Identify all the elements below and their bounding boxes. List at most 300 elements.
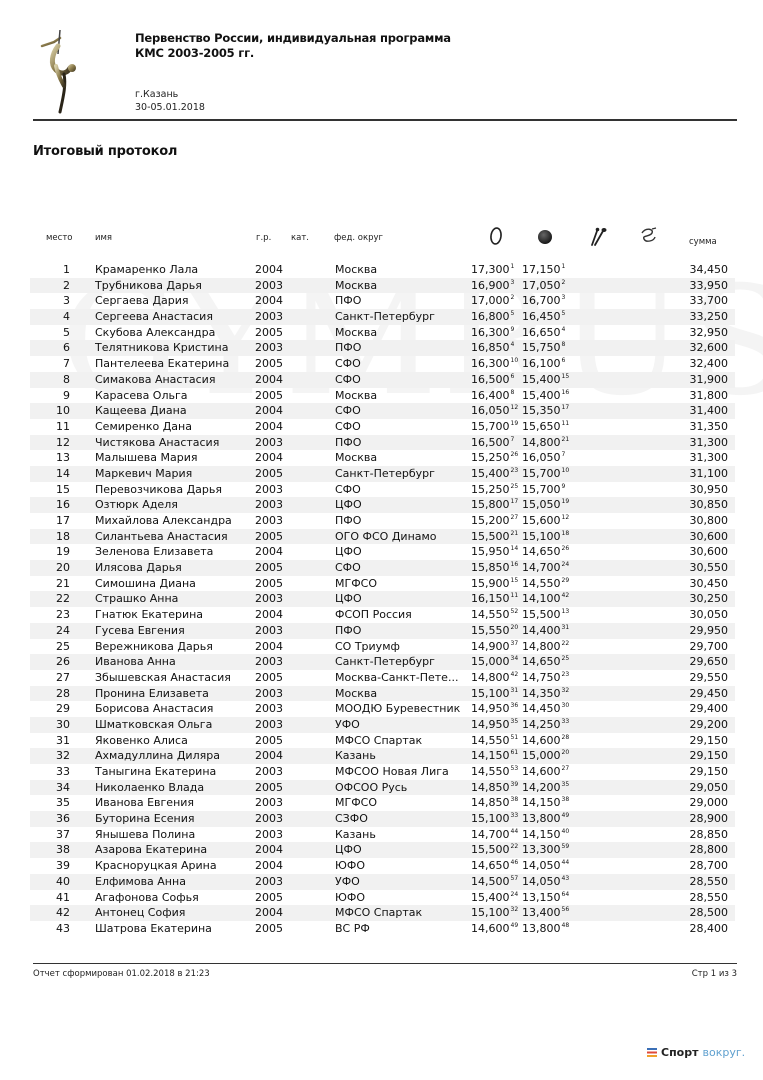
total-score-value: 30,600 (689, 529, 728, 543)
region (335, 733, 465, 749)
birth-year-value: 2005 (255, 890, 283, 904)
place (30, 497, 70, 513)
apparatus-rank: 12 (561, 514, 570, 521)
score-hoop-value: 14,550 (471, 733, 510, 747)
page-indicator: Стр 1 из 3 (691, 969, 737, 979)
region (335, 482, 465, 498)
birth-year-value: 2003 (255, 310, 283, 324)
score-hoop (471, 701, 518, 717)
place-value: 31 (56, 733, 70, 747)
region-value: Москва (335, 451, 378, 465)
region (335, 686, 465, 702)
athlete-name (95, 309, 213, 325)
region (335, 748, 465, 764)
athlete-name (95, 795, 194, 811)
athlete-name (95, 560, 182, 576)
score-ball (522, 544, 569, 560)
athlete-name (95, 905, 185, 921)
score-hoop (471, 733, 518, 749)
score-ball-value: 14,650 (522, 545, 561, 559)
gymnast-logo-icon (34, 28, 90, 114)
athlete-name-value: Семиренко Дана (95, 419, 192, 433)
total-score (690, 607, 729, 623)
athlete-name (95, 890, 199, 906)
apparatus-rank: 43 (561, 874, 570, 882)
total-score (690, 764, 729, 780)
total-score (690, 325, 729, 341)
apparatus-rank: 1 (561, 263, 566, 270)
score-ball (522, 591, 569, 607)
score-hoop-value: 16,300 (471, 357, 510, 371)
region-value: ЦФО (335, 843, 362, 857)
score-ball (522, 513, 569, 529)
region (335, 701, 465, 717)
score-hoop (471, 639, 518, 655)
score-hoop (471, 748, 518, 764)
athlete-name (95, 670, 231, 686)
region-value: ПФО (335, 294, 362, 308)
birth-year (255, 356, 283, 372)
apparatus-rank: 48 (561, 921, 570, 929)
place-value: 28 (56, 686, 70, 700)
score-hoop-value: 15,500 (471, 529, 510, 543)
athlete-name (95, 482, 222, 498)
region (335, 607, 465, 623)
score-ball (522, 576, 569, 592)
athlete-name (95, 717, 212, 733)
score-ball (522, 890, 569, 906)
score-hoop-value: 15,700 (471, 419, 510, 433)
athlete-name-value: Страшко Анна (95, 592, 179, 606)
score-ball (522, 466, 569, 482)
athlete-name (95, 544, 213, 560)
athlete-name (95, 497, 178, 513)
table-row (30, 890, 735, 906)
total-score-value: 31,400 (689, 404, 728, 418)
place (30, 388, 70, 404)
place (30, 780, 70, 796)
apparatus-rank: 52 (510, 608, 519, 616)
region-value: Москва (335, 388, 378, 402)
region (335, 388, 465, 404)
table-row (30, 639, 735, 655)
total-score-value: 29,650 (689, 655, 728, 669)
region-value: МГФСО (335, 796, 378, 810)
birth-year (255, 560, 283, 576)
region-value: МООДЮ Буревестник (335, 702, 461, 716)
score-ball (522, 921, 569, 937)
region-value: СФО (335, 357, 361, 371)
score-ball-value: 15,050 (522, 498, 561, 512)
score-ball-value: 15,700 (522, 482, 561, 496)
region (335, 513, 465, 529)
birth-year (255, 278, 283, 294)
total-score (690, 591, 729, 607)
region (335, 827, 465, 843)
score-hoop (471, 890, 518, 906)
score-ball (522, 748, 569, 764)
apparatus-rank: 40 (561, 827, 570, 835)
birth-year (255, 748, 283, 764)
region (335, 278, 465, 294)
table-row (30, 654, 735, 670)
score-ball-value: 14,550 (522, 576, 561, 590)
total-score (690, 733, 729, 749)
ball-icon (535, 225, 555, 247)
score-ball-value: 14,150 (522, 827, 561, 841)
score-hoop-value: 15,850 (471, 561, 510, 575)
apparatus-rank: 5 (510, 310, 515, 318)
total-score (690, 419, 729, 435)
score-hoop (471, 372, 514, 388)
apparatus-rank: 8 (561, 341, 566, 349)
place (30, 372, 70, 388)
total-score (690, 560, 729, 576)
score-hoop (471, 544, 518, 560)
athlete-name (95, 733, 188, 749)
score-ball (522, 529, 569, 545)
athlete-name (95, 529, 228, 545)
score-ball (522, 654, 569, 670)
place (30, 309, 70, 325)
place (30, 356, 70, 372)
score-ball (522, 733, 569, 749)
results-table (30, 262, 735, 937)
athlete-name (95, 607, 203, 623)
table-row (30, 340, 735, 356)
table-row (30, 576, 735, 592)
score-ball-value: 15,700 (522, 466, 561, 480)
apparatus-rank: 23 (510, 466, 519, 474)
athlete-name-value: Буторина Есения (95, 812, 195, 826)
score-hoop (471, 262, 514, 278)
apparatus-rank: 17 (561, 404, 570, 412)
total-score (690, 890, 729, 906)
place-value: 11 (56, 419, 70, 433)
table-row (30, 482, 735, 498)
score-hoop-value: 16,050 (471, 404, 510, 418)
table-row (30, 419, 735, 435)
athlete-name (95, 262, 198, 278)
birth-year-value: 2004 (255, 639, 283, 653)
athlete-name-value: Иванова Евгения (95, 796, 195, 810)
score-ball (522, 764, 569, 780)
total-score-value: 31,300 (689, 435, 728, 449)
total-score-value: 29,700 (689, 639, 728, 653)
region (335, 309, 465, 325)
birth-year-value: 2003 (255, 812, 283, 826)
place (30, 513, 70, 529)
athlete-name-value: Малышева Мария (95, 451, 198, 465)
score-hoop-value: 17,000 (471, 294, 510, 308)
apparatus-rank: 19 (561, 498, 570, 506)
total-score-value: 30,800 (689, 514, 728, 527)
total-score (690, 309, 729, 325)
score-hoop (471, 340, 514, 356)
apparatus-rank: 23 (561, 670, 570, 678)
place-value: 20 (56, 561, 70, 575)
apparatus-rank: 26 (561, 545, 570, 553)
total-score (690, 623, 729, 639)
table-row (30, 717, 735, 733)
birth-year (255, 544, 283, 560)
score-hoop (471, 764, 518, 780)
competition-location (135, 88, 205, 114)
table-row (30, 686, 735, 702)
place (30, 701, 70, 717)
score-hoop-value: 15,500 (471, 843, 510, 857)
score-ball (522, 403, 569, 419)
total-score (690, 482, 729, 498)
score-hoop-value: 16,300 (471, 325, 510, 339)
region-value: Москва (335, 263, 378, 276)
region-value: ПФО (335, 341, 362, 355)
apparatus-rank: 51 (510, 733, 519, 741)
athlete-name-value: Красноруцкая Арина (95, 859, 217, 873)
total-score (690, 780, 729, 796)
region-value: МФСОО Новая Лига (335, 765, 449, 778)
score-ball-value: 16,050 (522, 451, 561, 465)
athlete-name-value: Зеленова Елизавета (95, 545, 214, 559)
score-hoop-value: 15,250 (471, 482, 510, 496)
total-score-value: 28,900 (689, 812, 728, 826)
apparatus-rank: 26 (510, 451, 519, 459)
score-ball (522, 670, 569, 686)
birth-year (255, 764, 283, 780)
total-score (690, 858, 729, 874)
athlete-name-value: Михайлова Александра (95, 514, 232, 527)
table-row (30, 262, 735, 278)
score-ball (522, 419, 569, 435)
athlete-name (95, 403, 187, 419)
birth-year-value: 2003 (255, 592, 283, 606)
place-value: 39 (56, 859, 70, 873)
total-score-value: 30,600 (689, 545, 728, 559)
total-score-value: 28,550 (689, 874, 728, 888)
table-row (30, 748, 735, 764)
apparatus-rank: 11 (510, 592, 519, 600)
table-row (30, 858, 735, 874)
score-hoop (471, 278, 514, 294)
athlete-name-value: Агафонова Софья (95, 890, 199, 904)
score-hoop (471, 513, 518, 529)
total-score (690, 874, 729, 890)
score-ball-value: 14,800 (522, 435, 561, 449)
place-value: 22 (56, 592, 70, 606)
score-ball (522, 905, 569, 921)
score-hoop (471, 623, 518, 639)
apparatus-rank: 36 (510, 702, 519, 710)
total-score-value: 30,450 (689, 576, 728, 590)
birth-year-value: 2005 (255, 576, 283, 590)
place-value: 8 (63, 372, 70, 386)
header-divider (33, 119, 737, 121)
score-ball (522, 388, 569, 404)
apparatus-rank: 37 (510, 639, 519, 647)
apparatus-rank: 38 (561, 796, 570, 804)
apparatus-rank: 3 (510, 278, 515, 286)
score-hoop (471, 842, 518, 858)
birth-year-value: 2005 (255, 921, 283, 935)
athlete-name (95, 356, 229, 372)
total-score-value: 28,800 (689, 843, 728, 857)
region (335, 262, 465, 278)
region (335, 466, 465, 482)
region-value: МФСО Спартак (335, 906, 423, 920)
table-row (30, 388, 735, 404)
col-category: кат. (291, 233, 309, 243)
total-score (690, 576, 729, 592)
total-score (690, 686, 729, 702)
total-score-value: 32,600 (689, 341, 728, 355)
score-hoop-value: 14,950 (471, 717, 510, 731)
table-row (30, 529, 735, 545)
region (335, 890, 465, 906)
total-score-value: 33,700 (689, 294, 728, 308)
place-value: 14 (56, 466, 70, 480)
region-value: Санкт-Петербург (335, 466, 435, 480)
birth-year-value: 2005 (255, 388, 283, 402)
hoop-icon (486, 225, 506, 247)
dates: 30-05.01.2018 (135, 102, 205, 113)
score-hoop (471, 591, 518, 607)
table-row (30, 435, 735, 451)
athlete-name (95, 388, 188, 404)
athlete-name (95, 921, 212, 937)
score-ball-value: 13,150 (522, 890, 561, 904)
table-row (30, 764, 735, 780)
score-hoop (471, 670, 518, 686)
birth-year (255, 529, 283, 545)
score-hoop-value: 16,500 (471, 435, 510, 449)
apparatus-rank: 10 (561, 466, 570, 474)
apparatus-rank: 7 (561, 451, 566, 459)
place (30, 340, 70, 356)
score-hoop (471, 309, 514, 325)
score-ball (522, 623, 569, 639)
region (335, 811, 465, 827)
ribbon-icon (638, 225, 658, 247)
birth-year (255, 403, 283, 419)
region (335, 842, 465, 858)
score-hoop-value: 16,800 (471, 310, 510, 324)
athlete-name (95, 591, 178, 607)
apparatus-rank: 16 (561, 388, 570, 396)
score-ball (522, 858, 569, 874)
apparatus-rank: 53 (510, 765, 519, 772)
apparatus-rank: 2 (510, 294, 515, 302)
birth-year-value: 2003 (255, 514, 283, 527)
birth-year (255, 591, 283, 607)
region (335, 403, 465, 419)
birth-year-value: 2005 (255, 670, 283, 684)
birth-year (255, 905, 283, 921)
birth-year (255, 733, 283, 749)
region (335, 435, 465, 451)
score-hoop (471, 654, 518, 670)
birth-year (255, 607, 283, 623)
score-ball-value: 13,400 (522, 906, 561, 920)
table-row (30, 560, 735, 576)
score-ball-value: 14,450 (522, 702, 561, 716)
region-value: СО Триумф (335, 639, 400, 653)
birth-year (255, 874, 283, 890)
col-name: имя (95, 233, 113, 243)
score-hoop (471, 293, 514, 309)
athlete-name-value: Елфимова Анна (95, 874, 186, 888)
athlete-name (95, 466, 192, 482)
score-hoop (471, 827, 518, 843)
table-row (30, 811, 735, 827)
table-row (30, 466, 735, 482)
score-hoop (471, 388, 514, 404)
athlete-name-value: Силантьева Анастасия (95, 529, 228, 543)
total-score-value: 29,150 (689, 749, 728, 763)
athlete-name-value: Борисова Анастасия (95, 702, 214, 716)
place-value: 15 (56, 482, 70, 496)
birth-year-value: 2003 (255, 827, 283, 841)
birth-year-value: 2003 (255, 765, 283, 778)
apparatus-rank: 4 (510, 341, 515, 349)
apparatus-rank: 17 (510, 498, 519, 506)
score-hoop (471, 325, 514, 341)
table-row (30, 497, 735, 513)
apparatus-rank: 24 (510, 890, 519, 898)
region-value: СФО (335, 419, 361, 433)
score-ball (522, 827, 569, 843)
score-ball (522, 874, 569, 890)
birth-year-value: 2005 (255, 325, 283, 339)
place (30, 576, 70, 592)
table-row (30, 623, 735, 639)
score-hoop-value: 14,800 (471, 670, 510, 684)
footer-divider (33, 963, 737, 964)
birth-year (255, 325, 283, 341)
place-value: 43 (56, 921, 70, 935)
apparatus-rank: 33 (510, 812, 519, 820)
score-hoop-value: 15,900 (471, 576, 510, 590)
place-value: 18 (56, 529, 70, 543)
region (335, 419, 465, 435)
table-row (30, 795, 735, 811)
athlete-name (95, 340, 228, 356)
birth-year-value: 2003 (255, 341, 283, 355)
table-row (30, 325, 735, 341)
place (30, 278, 70, 294)
table-row (30, 842, 735, 858)
total-score-value: 29,950 (689, 623, 728, 637)
birth-year (255, 921, 283, 937)
birth-year (255, 717, 283, 733)
birth-year-value: 2003 (255, 623, 283, 637)
place (30, 560, 70, 576)
region (335, 544, 465, 560)
birth-year (255, 466, 283, 482)
birth-year-value: 2003 (255, 278, 283, 292)
birth-year (255, 513, 283, 529)
total-score (690, 811, 729, 827)
birth-year (255, 795, 283, 811)
athlete-name (95, 623, 185, 639)
apparatus-rank: 35 (561, 780, 570, 788)
total-score (690, 388, 729, 404)
birth-year-value: 2004 (255, 263, 283, 276)
score-ball-value: 14,800 (522, 639, 561, 653)
score-ball-value: 14,250 (522, 717, 561, 731)
athlete-name (95, 419, 192, 435)
score-ball-value: 14,750 (522, 670, 561, 684)
athlete-name (95, 450, 197, 466)
